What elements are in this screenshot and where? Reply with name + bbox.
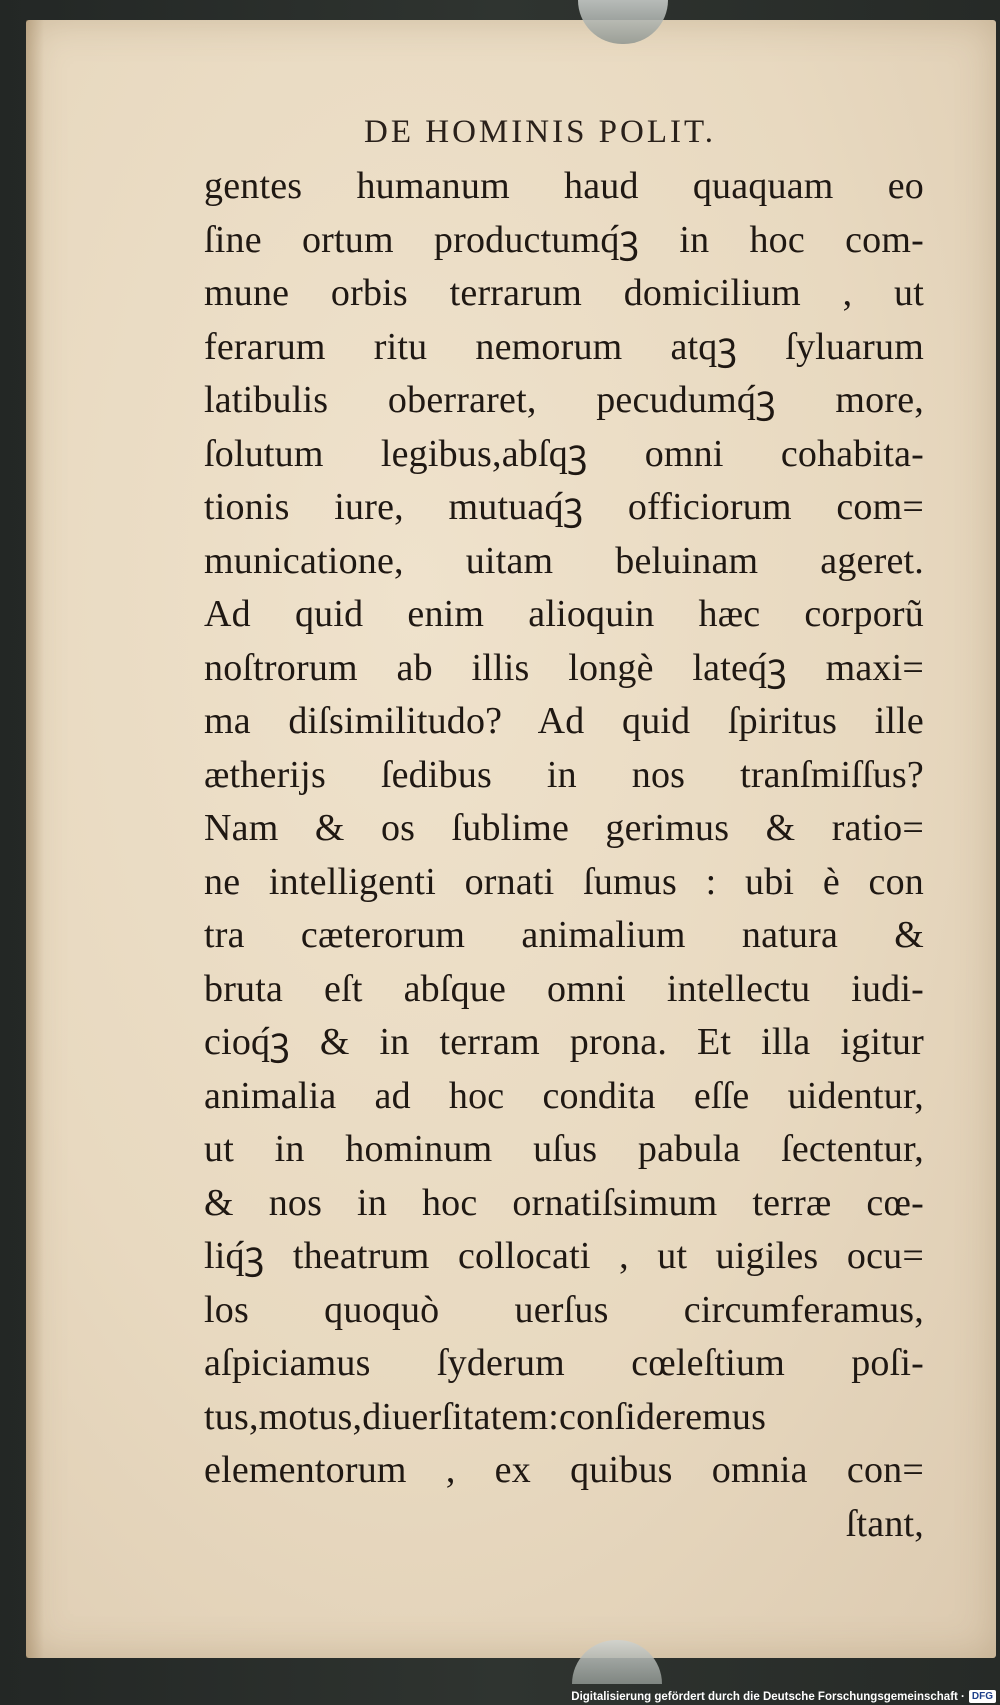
text-line: bruta eſt abſque omni intellectu iudi- bbox=[204, 967, 924, 1010]
text-line: ma diſsimilitudo? Ad quid ſpiritus ille bbox=[204, 700, 924, 742]
text-line: ſolutum legibus,abſqꝫ omni cohabita- bbox=[204, 432, 924, 475]
text-line: ſine ortum productumq́ꝫ in hoc com- bbox=[204, 218, 924, 261]
text-line: gentes humanum haud quaquam eo bbox=[204, 165, 924, 207]
text-line: Ad quid enim alioquin hæc corporũ bbox=[204, 593, 924, 635]
text-line: cioq́ꝫ & in terram prona. Et illa igitur bbox=[204, 1021, 924, 1063]
text-line: mune orbis terrarum domicilium , ut bbox=[204, 272, 924, 314]
text-line: Nam & os ſublime gerimus & ratio= bbox=[204, 807, 924, 849]
body-text bbox=[204, 160, 924, 1551]
text-line: tus,motus,diuerſitatem:conſideremus bbox=[204, 1395, 767, 1438]
dfg-logo: DFG bbox=[969, 1690, 996, 1703]
text-line: ætherijs ſedibus in nos tranſmiſſus? bbox=[204, 753, 924, 796]
text-line: ne intelligenti ornati ſumus : ubi è con bbox=[204, 860, 924, 903]
text-line: municatione, uitam beluinam ageret. bbox=[204, 539, 924, 582]
credit-text: Digitalisierung gefördert durch die Deutsche Forschungsgemeinschaft · bbox=[571, 1690, 965, 1703]
text-line: noſtrorum ab illis longè lateq́ꝫ maxi= bbox=[204, 646, 924, 689]
text-line: aſpiciamus ſyderum cœleſtium poſi- bbox=[204, 1342, 924, 1384]
text-line: animalia ad hoc condita eſſe uidentur, bbox=[204, 1074, 924, 1117]
text-line: los quoquò uerſus circumferamus, bbox=[204, 1288, 924, 1331]
text-line: tra cæterorum animalium natura & bbox=[204, 914, 924, 956]
text-line: ut in hominum uſus pabula ſectentur, bbox=[204, 1128, 924, 1170]
running-head: DE HOMINIS POLIT. bbox=[364, 114, 716, 150]
text-line: & nos in hoc ornatiſsimum terræ cœ- bbox=[204, 1181, 924, 1224]
text-line: liq́ꝫ theatrum collocati , ut uigiles ocu= bbox=[204, 1235, 924, 1277]
text-line: elementorum , ex quibus omnia con= bbox=[204, 1449, 924, 1491]
text-line: tionis iure, mutuaq́ꝫ officiorum com= bbox=[204, 486, 924, 528]
text-line: ferarum ritu nemorum atqꝫ ſyluarum bbox=[204, 325, 924, 368]
digitization-credit bbox=[571, 1690, 996, 1703]
text-line: latibulis oberraret, pecudumq́ꝫ more, bbox=[204, 379, 924, 421]
text-line: ſtant, bbox=[845, 1502, 924, 1545]
